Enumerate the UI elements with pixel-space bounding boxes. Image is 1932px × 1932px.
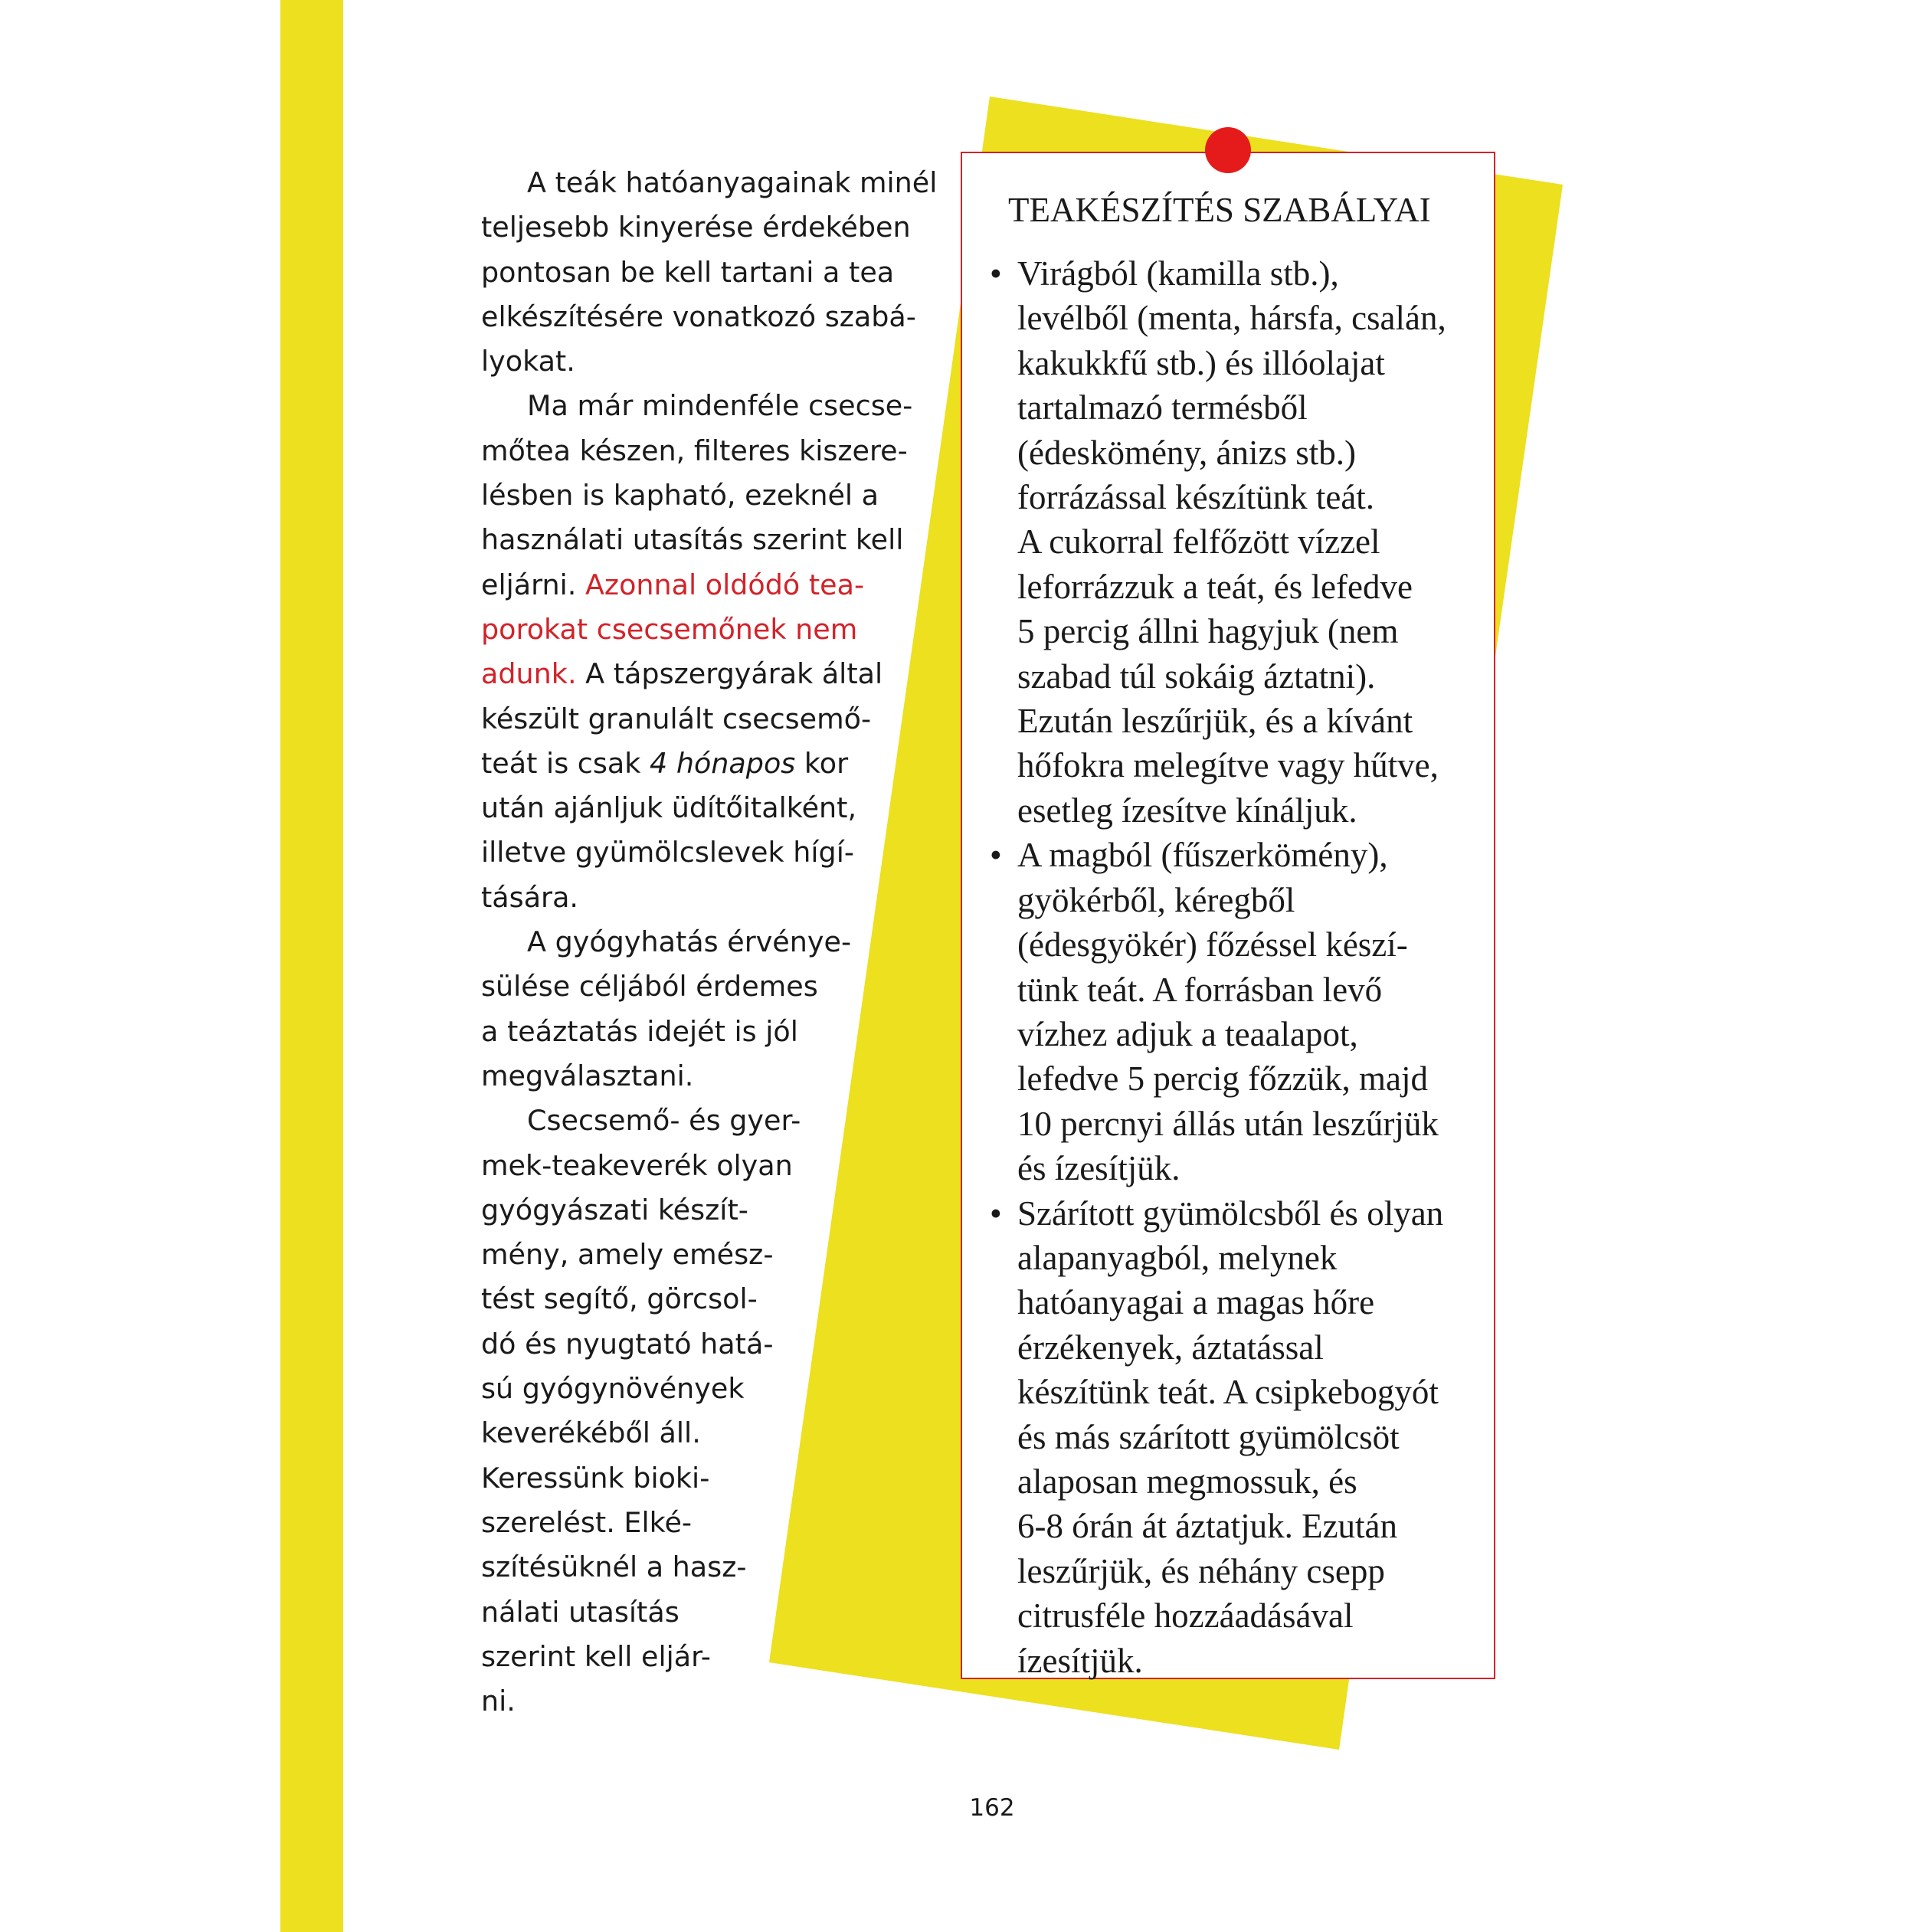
- text-line: gyógyászati készít-: [481, 1193, 748, 1226]
- text-line: sú gyógynövények: [481, 1372, 745, 1406]
- text-line: készítünk teát. A csipkebogyót: [1017, 1373, 1439, 1412]
- text-line: megválasztani.: [481, 1059, 694, 1092]
- text-line: sülése céljából érdemes: [481, 970, 818, 1004]
- text-line: ni.: [481, 1685, 516, 1718]
- text-line: keverékéből áll.: [481, 1416, 701, 1450]
- rule-item: [990, 833, 1495, 1190]
- text-fragment: teát is csak: [481, 746, 650, 780]
- text-line: esetleg ízesítve kínáljuk.: [1017, 791, 1357, 830]
- text-line: Ezután leszűrjük, és a kívánt: [1017, 702, 1413, 741]
- text-line: szerelést. Elké-: [481, 1505, 693, 1539]
- text-line: Szárított gyümölcsből és olyan: [1017, 1194, 1444, 1233]
- text-line: A gyógyhatás érvénye-: [527, 925, 852, 959]
- text-line: érzékenyek, áztatással: [1017, 1328, 1324, 1367]
- text-line: a teáztatás idejét is jól: [481, 1014, 798, 1048]
- text-line: szabad túl sokáig áztatni).: [1017, 657, 1376, 696]
- text-line: [481, 563, 956, 607]
- text-line: Ma már mindenféle csecse-: [527, 389, 913, 423]
- text-line: tünk teát. A forrásban levő: [1017, 970, 1383, 1009]
- text-line: A magból (fűszerkömény),: [1017, 836, 1388, 875]
- text-line: tést segítő, görcsol-: [481, 1282, 758, 1316]
- paragraph-3: [481, 920, 956, 1099]
- paragraph-2: [481, 384, 956, 920]
- text-line: [481, 652, 956, 696]
- bullet-icon: •: [990, 1194, 1002, 1233]
- text-line: lefedve 5 percig főzzük, majd: [1017, 1059, 1429, 1099]
- text-line: (édesgyökér) főzéssel készí-: [1017, 925, 1408, 964]
- text-line: kakukkfű stb.) és illóolajat: [1017, 343, 1385, 382]
- text-line: alaposan megmossuk, és: [1017, 1462, 1357, 1501]
- text-line: (édeskömény, ánizs stb.): [1017, 433, 1356, 472]
- text-line: 10 percnyi állás után leszűrjük: [1017, 1104, 1439, 1143]
- warning-text: Azonnal oldódó tea-: [585, 568, 865, 601]
- text-line: mek-teakeverék olyan: [481, 1148, 793, 1182]
- text-line: leforrázzuk a teát, és lefedve: [1017, 567, 1413, 606]
- text-line: szerint kell eljár-: [481, 1639, 711, 1673]
- text-line: tartalmazó termésből: [1017, 388, 1308, 427]
- page-number: 162: [969, 1794, 1015, 1822]
- text-fragment: eljárni.: [481, 568, 585, 601]
- text-line: tására.: [481, 880, 579, 914]
- text-line: gyökérből, kéregből: [1017, 880, 1295, 919]
- text-line: 6-8 órán át áztatjuk. Ezután: [1017, 1507, 1398, 1546]
- body-text-column: [481, 161, 956, 1724]
- text-line: készült granulált csecsemő-: [481, 702, 872, 735]
- text-line: mőtea készen, filteres kiszere-: [481, 434, 908, 467]
- text-line: 5 percig állni hagyjuk (nem: [1017, 612, 1399, 651]
- text-line: A teák hatóanyagainak minél: [527, 166, 938, 199]
- emphasis-text: 4 hónapos: [650, 746, 796, 780]
- text-line: ízesítjük.: [1017, 1641, 1143, 1680]
- text-line: leszűrjük, és néhány csepp: [1017, 1551, 1385, 1590]
- text-line: alapanyagból, melynek: [1017, 1238, 1338, 1277]
- text-line: Virágból (kamilla stb.),: [1017, 254, 1339, 293]
- text-line: nálati utasítás: [481, 1595, 679, 1629]
- box-title: TEAKÉSZÍTÉS SZABÁLYAI: [1008, 191, 1431, 229]
- text-line: mény, amely emész-: [481, 1238, 774, 1272]
- rule-item: [990, 251, 1495, 833]
- text-line: Csecsemő- és gyer-: [527, 1104, 801, 1138]
- text-line: után ajánljuk üdítőitalként,: [481, 791, 857, 825]
- text-line: használati utasítás szerint kell: [481, 523, 904, 557]
- rule-item: [990, 1191, 1495, 1683]
- paragraph-1: [481, 161, 956, 384]
- text-line: forrázással készítünk teát.: [1017, 478, 1375, 517]
- text-line: citrusféle hozzáadásával: [1017, 1596, 1354, 1636]
- text-line: pontosan be kell tartani a tea: [481, 255, 895, 289]
- text-line: és más szárított gyümölcsöt: [1017, 1417, 1400, 1456]
- text-line: dó és nyugtató hatá-: [481, 1327, 774, 1361]
- bullet-icon: •: [990, 836, 1002, 875]
- bullet-icon: •: [990, 254, 1002, 293]
- text-line: teljesebb kinyerése érdekében: [481, 211, 911, 244]
- text-line: lyokat.: [481, 345, 575, 378]
- text-line: és ízesítjük.: [1017, 1149, 1180, 1188]
- pushpin-icon: [1205, 127, 1251, 173]
- text-fragment: A tápszergyárak által: [576, 657, 883, 691]
- text-line: hatóanyagai a magas hőre: [1017, 1283, 1375, 1322]
- paragraph-4: [481, 1099, 956, 1724]
- rules-list: [990, 251, 1495, 1683]
- text-line: elkészítésére vonatkozó szabá-: [481, 300, 916, 333]
- text-line: lésben is kapható, ezeknél a: [481, 479, 879, 512]
- text-fragment: kor: [795, 746, 849, 780]
- text-line: vízhez adjuk a teaalapot,: [1017, 1014, 1358, 1053]
- text-line: illetve gyümölcslevek hígí-: [481, 836, 855, 869]
- warning-text: adunk.: [481, 657, 577, 691]
- text-line: levélből (menta, hársfa, csalán,: [1017, 299, 1446, 338]
- text-line: Keressünk bioki-: [481, 1461, 710, 1495]
- text-line: szítésüknél a hasz-: [481, 1551, 747, 1584]
- warning-text: porokat csecsemőnek nem: [481, 612, 858, 646]
- text-line: [481, 742, 956, 786]
- text-line: A cukorral felfőzött vízzel: [1017, 522, 1380, 562]
- text-line: hőfokra melegítve vagy hűtve,: [1017, 746, 1439, 785]
